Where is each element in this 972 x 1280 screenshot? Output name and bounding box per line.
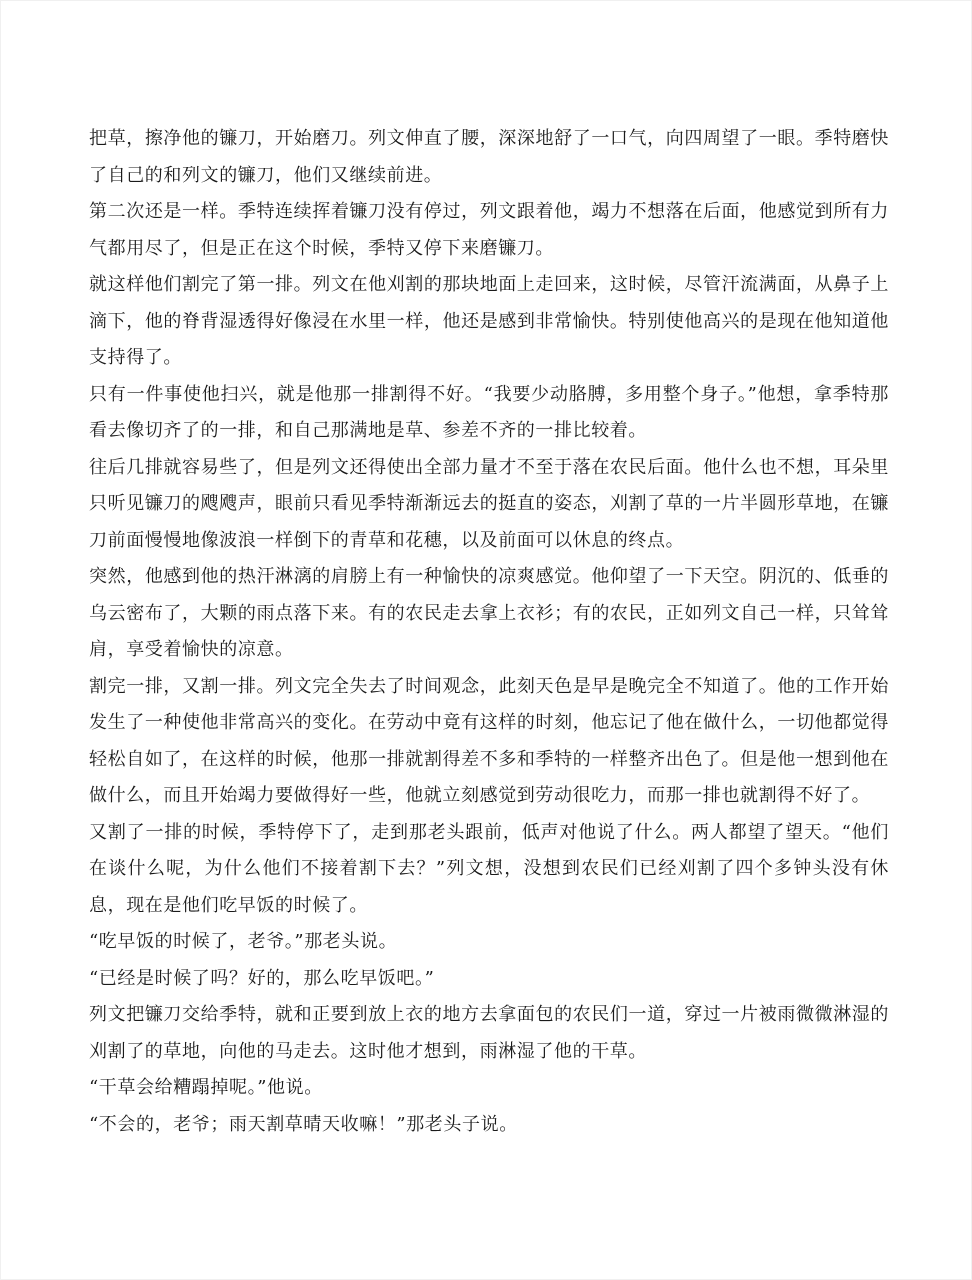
paragraph: 列文把镰刀交给季特，就和正要到放上衣的地方去拿面包的农民们一道，穿过一片被雨微微淋湿的刈割了的草地，向他的马走去。这时他才想到，雨淋湿了他的干草。 xyxy=(89,1004,889,1062)
paragraph: 就这样他们割完了第一排。列文在他刈割的那块地面上走回来，这时候，尽管汗流满面，从鼻子上滴下，他的脊背湿透得好像浸在水里一样，他还是感到非常愉快。特别使他高兴的是现在他知道他支持得了。 xyxy=(89,274,889,368)
paragraph: 又割了一排的时候，季特停下了，走到那老头跟前，低声对他说了什么。两人都望了望天。“他们在谈什么呢，为什么他们不接着割下去？”列文想，没想到农民们已经刈割了四个多钟头没有休息，现在是他们吃早饭的时候了。 xyxy=(89,821,889,916)
document-body xyxy=(89,121,889,1143)
dialogue-line: “干草会给糟蹋掉呢。”他说。 xyxy=(89,1077,323,1098)
paragraph: 只有一件事使他扫兴，就是他那一排割得不好。“我要少动胳膊，多用整个身子。”他想，拿季特那看去像切齐了的一排，和自己那满地是草、参差不齐的一排比较着。 xyxy=(89,383,889,441)
paragraph: 割完一排，又割一排。列文完全失去了时间观念，此刻天色是早是晚完全不知道了。他的工作开始发生了一种使他非常高兴的变化。在劳动中竟有这样的时刻，他忘记了他在做什么，一切他都觉得轻松自如了，在这样的时候，他那一排就割得差不多和季特的一样整齐出色了。但是他一想到他在做什么，而且开始竭力要做得好一些，他就立刻感觉到劳动很吃力，而那一排也就割得不好了。 xyxy=(89,675,889,806)
dialogue-line: “吃早饭的时候了，老爷。”那老头说。 xyxy=(89,931,398,952)
paragraph: 突然，他感到他的热汗淋漓的肩膀上有一种愉快的凉爽感觉。他仰望了一下天空。阴沉的、低垂的乌云密布了，大颗的雨点落下来。有的农民走去拿上衣衫；有的农民，正如列文自己一样，只耸耸肩，享受着愉快的凉意。 xyxy=(89,566,889,660)
paragraph: 第二次还是一样。季特连续挥着镰刀没有停过，列文跟着他，竭力不想落在后面，他感觉到所有力气都用尽了，但是正在这个时候，季特又停下来磨镰刀。 xyxy=(89,201,889,259)
paragraph: 把草，擦净他的镰刀，开始磨刀。列文伸直了腰，深深地舒了一口气，向四周望了一眼。季特磨快了自己的和列文的镰刀，他们又继续前进。 xyxy=(89,128,889,186)
dialogue-line: “不会的，老爷；雨天割草晴天收嘛！”那老头子说。 xyxy=(89,1113,518,1135)
dialogue-line: “已经是时候了吗？好的，那么吃早饭吧。” xyxy=(89,967,435,989)
paragraph: 往后几排就容易些了，但是列文还得使出全部力量才不至于落在农民后面。他什么也不想，耳朵里只听见镰刀的飕飕声，眼前只看见季特渐渐远去的挺直的姿态，刈割了草的一片半圆形草地，在镰刀前面慢慢地像波浪一样倒下的青草和花穗，以及前面可以休息的终点。 xyxy=(89,456,889,551)
